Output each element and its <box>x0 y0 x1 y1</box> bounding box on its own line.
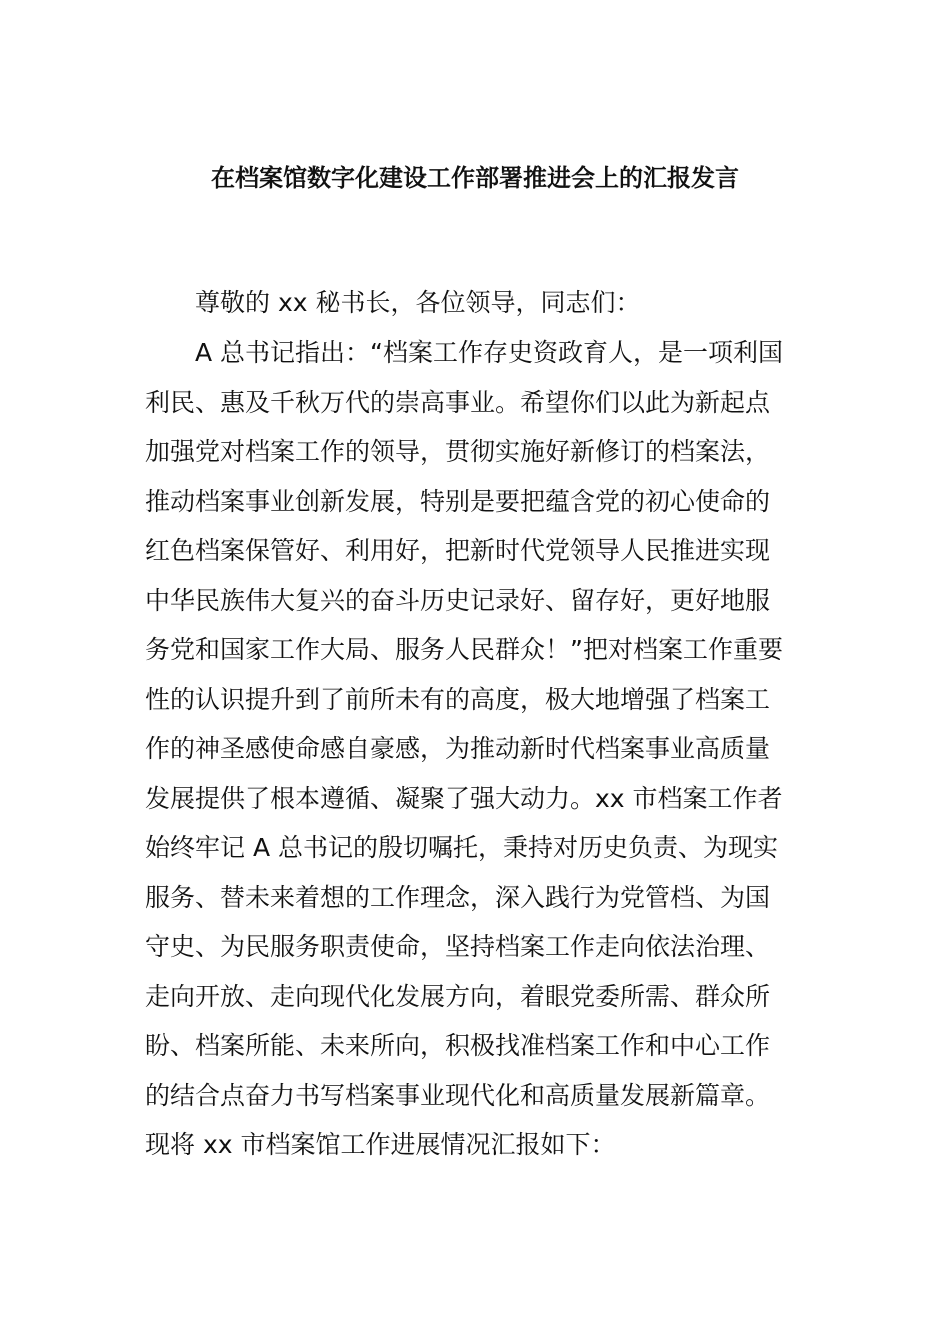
body-line: 的结合点奋力书写档案事业现代化和高质量发展新篇章。 <box>145 1081 771 1110</box>
body-line: 性的认识提升到了前所未有的高度，极大地增强了档案工 <box>145 685 771 714</box>
body-line: 利民、惠及千秋万代的崇高事业。希望你们以此为新起点 <box>145 388 771 417</box>
body-line: 守史、为民服务职责使命，坚持档案工作走向依法治理、 <box>145 932 771 961</box>
salutation-line: 尊敬的 xx 秘书长，各位领导，同志们： <box>195 288 641 317</box>
body-line: 发展提供了根本遵循、凝聚了强大动力。xx 市档案工作者 <box>145 784 783 813</box>
body-line: A 总书记指出：“档案工作存史资政育人，是一项利国 <box>195 338 784 367</box>
body-line: 红色档案保管好、利用好，把新时代党领导人民推进实现 <box>145 536 771 565</box>
body-line: 盼、档案所能、未来所向，积极找准档案工作和中心工作 <box>145 1031 771 1060</box>
body-line: 现将 xx 市档案馆工作进展情况汇报如下： <box>145 1130 616 1159</box>
document-title: 在档案馆数字化建设工作部署推进会上的汇报发言 <box>211 164 739 192</box>
body-line: 务党和国家工作大局、服务人民群众！”把对档案工作重要 <box>145 635 783 664</box>
body-line: 作的神圣感使命感自豪感，为推动新时代档案事业高质量 <box>145 734 771 763</box>
body-line: 推动档案事业创新发展，特别是要把蕴含党的初心使命的 <box>145 487 771 516</box>
body-line: 始终牢记 A 总书记的殷切嘱托，秉持对历史负责、为现实 <box>145 833 778 862</box>
body-line: 加强党对档案工作的领导，贯彻实施好新修订的档案法， <box>145 437 771 466</box>
body-line: 走向开放、走向现代化发展方向，着眼党委所需、群众所 <box>145 982 771 1011</box>
body-line: 服务、替未来着想的工作理念，深入践行为党管档、为国 <box>145 883 771 912</box>
body-line: 中华民族伟大复兴的奋斗历史记录好、留存好，更好地服 <box>145 586 771 615</box>
